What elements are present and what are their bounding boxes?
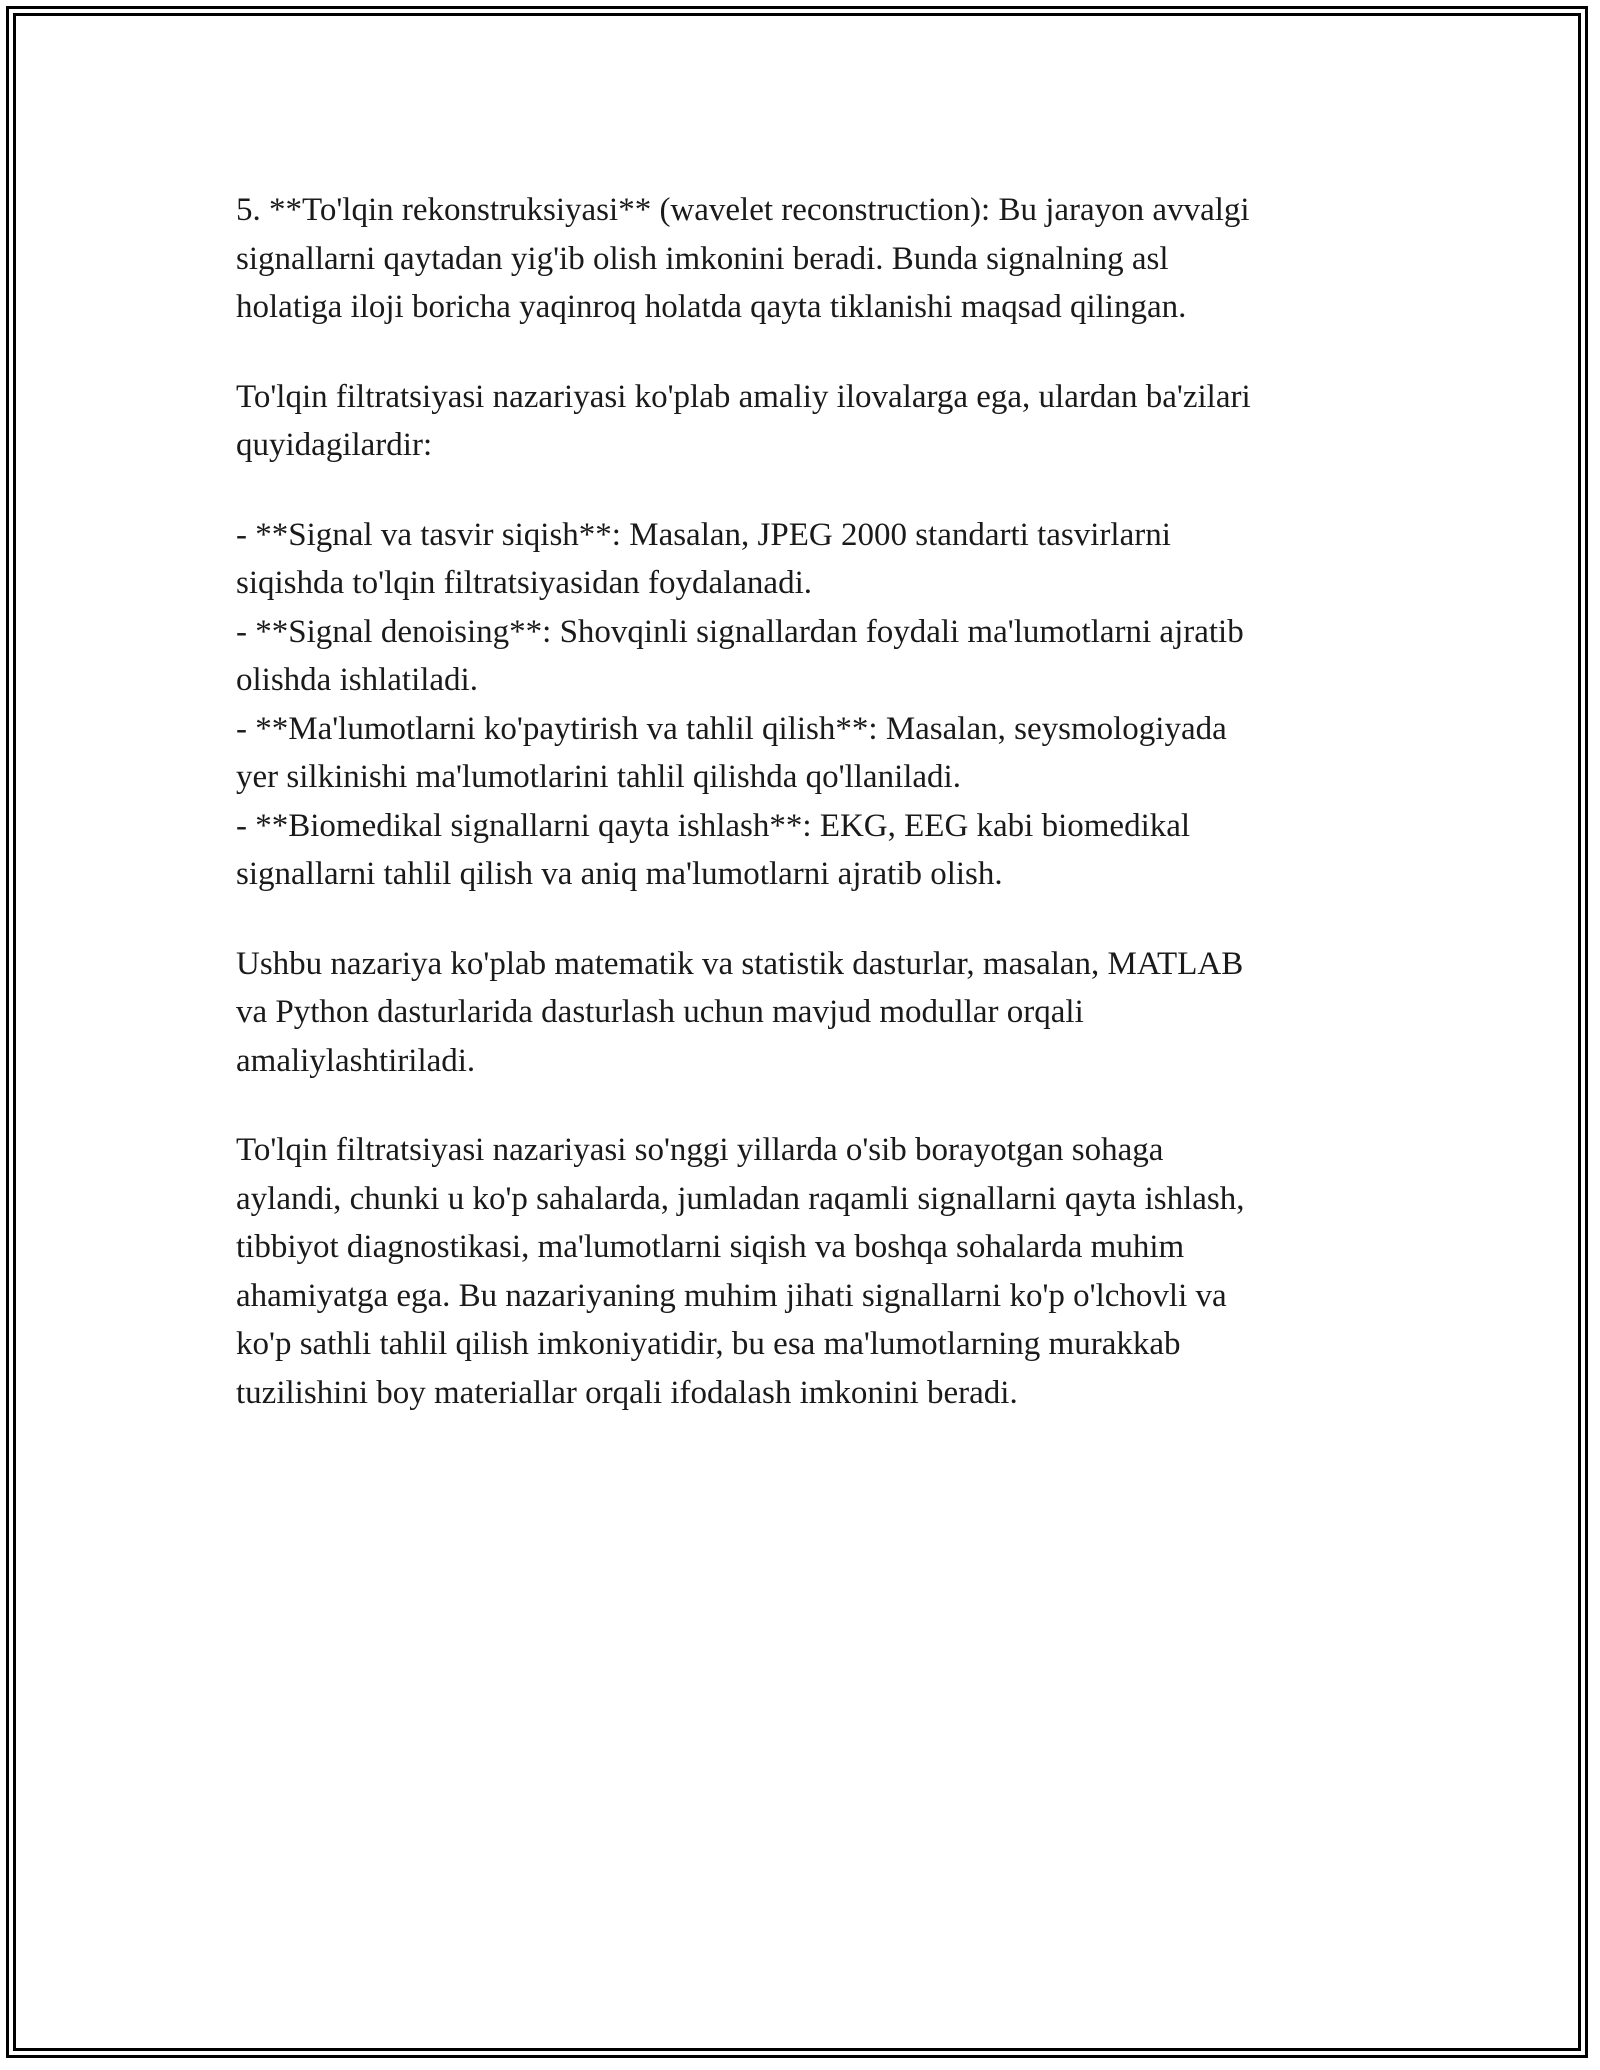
applications-list: - **Signal va tasvir siqish**: Masalan, JPEG 2000 standarti tasvirlarni siqishda to'lqin filtratsiyasidan foydalanadi. - **Signal denoising**: Shovqinli signallardan foydali ma'lumotlarni ajratib olishda ishlatiladi. - **Ma'lumotlarni ko'paytirish va tahlil qilish**: Masalan, seysmologiyada yer silkinishi ma'lumotlarini tahlil qilishda qo'llaniladi. - **Biomedikal signallarni qayta ishlash**: EKG, EEG kabi biomedikal signallarni tahlil qilish va aniq ma'lumotlarni ajratib olish. bbox=[236, 516, 1244, 892]
paragraph-applications-intro: To'lqin filtratsiyasi nazariyasi ko'plab amaliy ilovalarga ega, ulardan ba'zilari quyidagilardir: bbox=[236, 378, 1251, 463]
paragraph-wavelet-reconstruction: 5. **To'lqin rekonstruksiyasi** (wavelet reconstruction): Bu jarayon avvalgi signallarni qaytadan yig'ib olish imkonini beradi. Bunda signalning asl holatiga iloji boricha yaqinroq holatda qayta tiklanishi maqsad qilingan. bbox=[236, 192, 1250, 325]
paragraph-gap bbox=[236, 470, 1376, 511]
paragraph-conclusion: To'lqin filtratsiyasi nazariyasi so'nggi yillarda o'sib borayotgan sohaga aylandi, chunki u ko'p sahalarda, jumladan raqamli signallarni qayta ishlash, tibbiyot diagnostikasi, ma'lumotlarni siqish va boshqa sohalarda muhim ahamiyatga ega. Bu nazariyaning muhim jihati signallarni ko'p o'lchovli va ko'p sathli tahlil qilish imkoniyatidir, bu esa ma'lumotlarning murakkab tuzilishini boy materiallar orqali ifodalash imkonini beradi. bbox=[236, 1132, 1245, 1411]
paragraph-software: Ushbu nazariya ko'plab matematik va statistik dasturlar, masalan, MATLAB va Python dasturlarida dasturlash uchun mavjud modullar orqali amaliylashtiriladi. bbox=[236, 945, 1244, 1079]
paragraph-gap bbox=[236, 1085, 1376, 1126]
paragraph-gap bbox=[236, 899, 1376, 940]
document-body bbox=[236, 186, 1376, 1417]
paragraph-gap bbox=[236, 332, 1376, 373]
